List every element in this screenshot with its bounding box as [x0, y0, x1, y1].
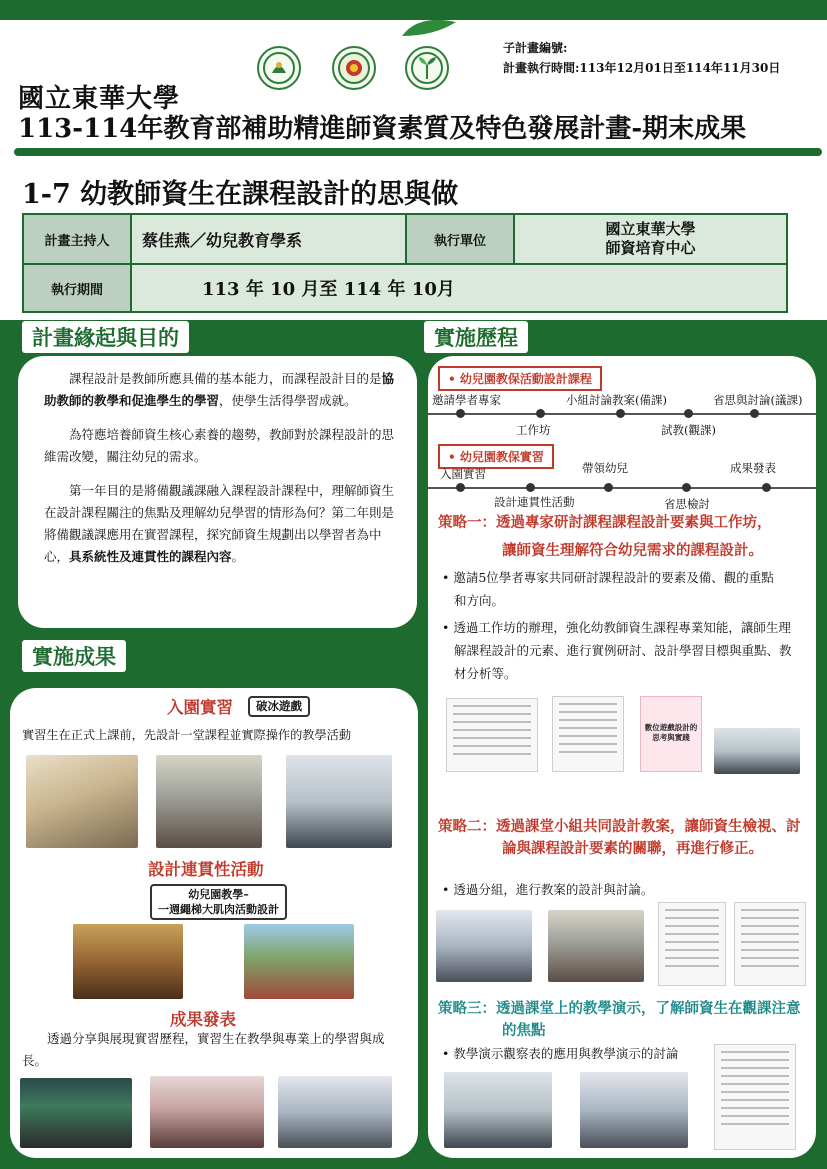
presentation-photo-3	[278, 1076, 392, 1148]
tl2-dot-5	[762, 483, 771, 492]
tl2-dot-1	[456, 483, 465, 492]
page-title: 113-114年教育部補助精進師資素質及特色發展計畫-期末成果	[18, 114, 747, 144]
presentation-desc: 透過分享與展現實習歷程，實習生在教學與專業上的學習與成長。	[22, 1031, 385, 1068]
strategy-1-bullet-2: • 透過工作坊的辦理，強化幼教師資生課程專業知能，讓師生理解課程設計的元素、進行實例研討、設計學習目標與重點、教材分析等。	[442, 620, 792, 681]
demo-photo-1	[444, 1072, 552, 1148]
poster-line1: 數位遊戲設計的	[644, 723, 698, 732]
tl2-line	[428, 487, 816, 489]
course-timeline-label: • 幼兒園教保活動設計課程	[438, 366, 602, 391]
group-photo-1	[436, 910, 532, 982]
university-name: 國立東華大學	[18, 84, 181, 114]
background-para-3: 第一年目的是將備觀議課融入課程設計課程中，理解師資生在設計課程關注的焦點及理解幼兒學習的情形為何？第二年則是將備觀議課應用在實習課程，探究師資生規劃出以學習者為中心，具系統性及連貫性的課程內容。	[44, 483, 395, 564]
strategy-3-bullet-1: • 教學演示觀察表的應用與教學演示的討論	[442, 1046, 679, 1061]
activity-box	[150, 884, 287, 920]
tl2-step-design: 設計連貫性活動	[494, 495, 575, 509]
tl2-step-enter: 入園實習	[440, 467, 486, 481]
strategy-2-bullet-1: • 透過分組，進行教案的設計與討論。	[442, 882, 654, 897]
presentation-photo-1	[20, 1078, 132, 1148]
strategy-1-doc-1	[446, 698, 538, 772]
project-title: 1-7 幼教師資生在課程設計的思與做	[22, 179, 459, 210]
activity-box-line1: 幼兒園教學–	[188, 888, 249, 901]
internship-photo-1	[26, 755, 138, 848]
tl1-step-group: 小組討論教案(備課)	[566, 393, 667, 407]
lesson-plan-doc-2	[734, 902, 806, 986]
workshop-poster	[640, 696, 702, 772]
results-panel	[10, 688, 418, 1158]
subplan-number: 子計畫編號:	[503, 41, 568, 55]
tl2-dot-2	[526, 483, 535, 492]
ministry-seal-icon	[257, 46, 301, 90]
background-para-1: 課程設計是教師所應具備的基本能力，而課程設計目的是協助教師的教學和促進學生的學習，使學生活得學習成就。	[44, 371, 395, 408]
tl2-step-lead: 帶領幼兒	[582, 461, 628, 475]
strategy-2: 策略二：透過課堂小組共同設計教案，讓師資生檢視、討論與課程設計要素的關聯，再進行修正。	[438, 818, 801, 857]
unit-label: 執行單位	[406, 214, 514, 264]
tl2-step-review: 省思檢討	[664, 497, 710, 511]
tl1-step-workshop: 工作坊	[516, 423, 551, 437]
tl2-dot-3	[604, 483, 613, 492]
top-bar	[0, 0, 827, 20]
tl2-dot-4	[682, 483, 691, 492]
sprout-seal-icon	[405, 46, 449, 90]
strategy-1-bullet-1: • 邀請5位學者專家共同研討課程設計的要素及備、觀的重點和方向。	[442, 570, 774, 608]
strategy-1-line2: 讓師資生理解符合幼兒需求的課程設計。	[502, 542, 763, 559]
strategy-1-line1: 策略一：透過專家研討課程課程設計要素與工作坊，	[438, 514, 772, 531]
poster-line2: 思考與實踐	[652, 733, 690, 742]
process-panel	[428, 356, 816, 1158]
host-value: 蔡佳燕／幼兒教育學系	[131, 214, 406, 264]
period-label: 執行期間	[23, 264, 131, 312]
period-value: 113 年 10 月至 114 年 10月	[131, 264, 787, 312]
background-para-2: 為符應培養師資生核心素養的趨勢，教師對於課程設計的思維需改變，關注幼兒的需求。	[44, 427, 395, 464]
continuous-activity-title: 設計連貫性活動	[148, 860, 264, 879]
internship-desc: 實習生在正式上課前，先設計一堂課程並實際操作的教學活動	[22, 728, 352, 742]
tl2-step-present: 成果發表	[730, 461, 776, 475]
tl1-dot-5	[750, 409, 759, 418]
internship-photo-3	[286, 755, 392, 848]
plan-info	[503, 38, 780, 78]
leaf-icon	[398, 18, 460, 38]
tl1-step-expert: 邀請學者專家	[432, 393, 501, 407]
host-label: 計畫主持人	[23, 214, 131, 264]
lesson-plan-doc-1	[658, 902, 726, 986]
practice-timeline-label: • 幼兒園教保實習	[438, 444, 554, 469]
info-table	[22, 213, 788, 313]
plan-period: 計畫執行時間:113年12月01日至114年11月30日	[503, 61, 781, 75]
unit-value-line1: 國立東華大學	[605, 220, 696, 238]
internship-title: 入園實習	[167, 698, 233, 717]
workshop-photo	[714, 728, 800, 774]
background-text	[44, 368, 397, 568]
group-photo-2	[548, 910, 644, 982]
strategy-1-doc-2	[552, 696, 624, 772]
strategy-3: 策略三：透過課堂上的教學演示，了解師資生在觀課注意的焦點	[438, 1000, 801, 1039]
presentation-photo-2	[150, 1076, 264, 1148]
background-panel	[18, 356, 417, 628]
internship-photo-2	[156, 755, 262, 848]
tl1-dot-1	[456, 409, 465, 418]
tl1-step-reflect: 省思與討論(議課)	[713, 393, 803, 407]
tl1-dot-2	[536, 409, 545, 418]
presentation-title: 成果發表	[170, 1010, 236, 1029]
title-divider	[14, 148, 822, 156]
tl1-dot-3	[616, 409, 625, 418]
unit-value	[514, 214, 787, 264]
tl1-dot-4	[684, 409, 693, 418]
tl1-step-trial: 試教(觀課)	[661, 423, 716, 437]
icebreaker-tag: 破冰遊戲	[248, 696, 310, 717]
process-heading: 實施歷程	[424, 321, 528, 353]
demo-photo-2	[580, 1072, 688, 1148]
activity-photo-1	[73, 924, 183, 999]
results-heading: 實施成果	[22, 640, 126, 672]
unit-value-line2: 師資培育中心	[605, 239, 696, 257]
university-seal-icon	[332, 46, 376, 90]
background-heading: 計畫緣起與目的	[22, 321, 189, 353]
activity-photo-2	[244, 924, 354, 999]
activity-box-line2: 一週繩梯大肌肉活動設計	[158, 903, 279, 916]
observation-form-doc	[714, 1044, 796, 1150]
